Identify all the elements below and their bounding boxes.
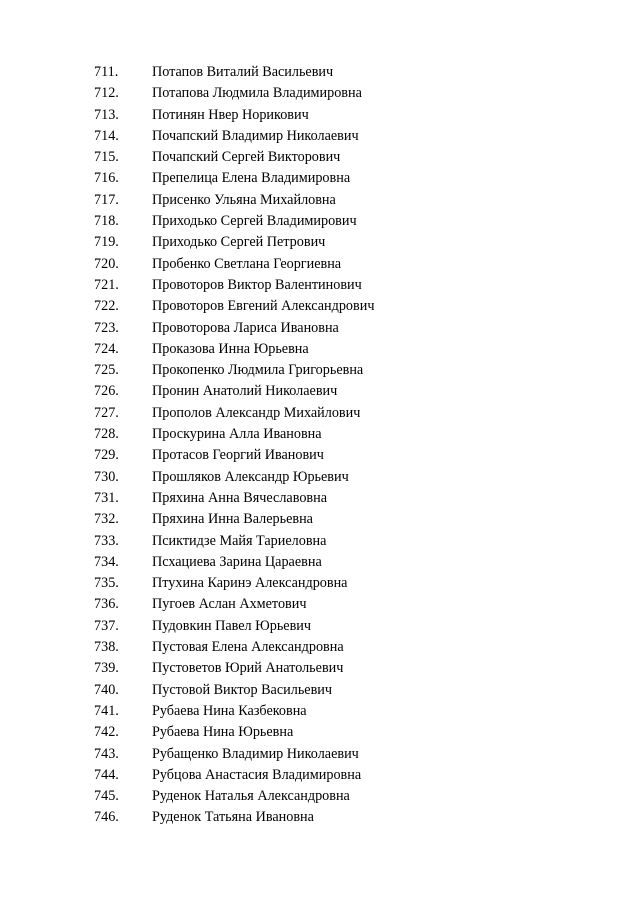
list-item [0, 126, 640, 147]
entry-name: Протасов Георгий Иванович [152, 447, 324, 464]
list-item [0, 424, 640, 445]
entry-number: 742. [94, 724, 119, 741]
entry-number: 746. [94, 809, 119, 826]
entry-name: Приходько Сергей Владимирович [152, 213, 357, 230]
name-list [0, 62, 640, 829]
entry-name: Пустоветов Юрий Анатольевич [152, 660, 344, 677]
entry-name: Пустовой Виктор Васильевич [152, 681, 333, 698]
list-item [0, 637, 640, 658]
entry-number: 729. [94, 447, 119, 464]
list-item [0, 552, 640, 573]
entry-name: Пустовая Елена Александровна [152, 639, 344, 656]
list-item [0, 445, 640, 466]
list-item [0, 381, 640, 402]
list-item [0, 786, 640, 807]
entry-number: 723. [94, 319, 119, 336]
entry-name: Пугоев Аслан Ахметович [152, 596, 307, 613]
entry-number: 712. [94, 85, 119, 102]
list-item [0, 211, 640, 232]
entry-name: Пряхина Инна Валерьевна [152, 511, 313, 528]
entry-name: Прошляков Александр Юрьевич [152, 468, 349, 485]
entry-name: Руденок Наталья Александровна [152, 788, 350, 805]
entry-name: Пронин Анатолий Николаевич [152, 383, 338, 400]
entry-number: 738. [94, 639, 119, 656]
list-item [0, 62, 640, 83]
list-item [0, 807, 640, 828]
list-item [0, 467, 640, 488]
entry-number: 734. [94, 553, 119, 570]
entry-name: Пряхина Анна Вячеславовна [152, 489, 327, 506]
entry-name: Приходько Сергей Петрович [152, 234, 326, 251]
list-item [0, 403, 640, 424]
entry-number: 714. [94, 127, 119, 144]
entry-number: 717. [94, 191, 119, 208]
list-item [0, 680, 640, 701]
entry-name: Почапский Сергей Викторович [152, 149, 341, 166]
list-item [0, 722, 640, 743]
entry-number: 719. [94, 234, 119, 251]
list-item [0, 168, 640, 189]
list-item [0, 531, 640, 552]
entry-number: 721. [94, 276, 119, 293]
entry-name: Почапский Владимир Николаевич [152, 127, 359, 144]
entry-number: 728. [94, 426, 119, 443]
entry-number: 736. [94, 596, 119, 613]
list-item [0, 509, 640, 530]
entry-name: Прополов Александр Михайлович [152, 404, 361, 421]
entry-number: 726. [94, 383, 119, 400]
list-item [0, 275, 640, 296]
list-item [0, 232, 640, 253]
entry-name: Птухина Каринэ Александровна [152, 575, 348, 592]
list-item [0, 83, 640, 104]
list-item [0, 744, 640, 765]
entry-name: Потапова Людмила Владимировна [152, 85, 362, 102]
entry-name: Рубаева Нина Юрьевна [152, 724, 294, 741]
entry-number: 741. [94, 702, 119, 719]
entry-number: 735. [94, 575, 119, 592]
entry-number: 715. [94, 149, 119, 166]
list-item [0, 318, 640, 339]
entry-number: 718. [94, 213, 119, 230]
entry-name: Пудовкин Павел Юрьевич [152, 617, 312, 634]
entry-number: 739. [94, 660, 119, 677]
entry-number: 724. [94, 340, 119, 357]
list-item [0, 254, 640, 275]
entry-name: Провоторов Евгений Александрович [152, 298, 375, 315]
entry-number: 727. [94, 404, 119, 421]
list-item [0, 360, 640, 381]
list-item [0, 594, 640, 615]
list-item [0, 147, 640, 168]
entry-number: 716. [94, 170, 119, 187]
entry-name: Прокопенко Людмила Григорьевна [152, 362, 364, 379]
list-item [0, 573, 640, 594]
entry-number: 743. [94, 745, 119, 762]
list-item [0, 616, 640, 637]
entry-number: 733. [94, 532, 119, 549]
entry-name: Рубащенко Владимир Николаевич [152, 745, 359, 762]
entry-number: 720. [94, 255, 119, 272]
entry-name: Руденок Татьяна Ивановна [152, 809, 314, 826]
entry-name: Провоторова Лариса Ивановна [152, 319, 339, 336]
list-item [0, 105, 640, 126]
list-item [0, 296, 640, 317]
entry-number: 745. [94, 788, 119, 805]
entry-number: 713. [94, 106, 119, 123]
entry-name: Рубаева Нина Казбековна [152, 702, 307, 719]
entry-name: Присенко Ульяна Михайловна [152, 191, 336, 208]
entry-number: 732. [94, 511, 119, 528]
entry-name: Псхациева Зарина Цараевна [152, 553, 322, 570]
list-item [0, 339, 640, 360]
list-item [0, 701, 640, 722]
entry-number: 740. [94, 681, 119, 698]
list-item [0, 658, 640, 679]
entry-name: Препелица Елена Владимировна [152, 170, 351, 187]
entry-number: 744. [94, 766, 119, 783]
entry-number: 711. [94, 64, 119, 80]
entry-number: 737. [94, 617, 119, 634]
entry-name: Проскурина Алла Ивановна [152, 426, 322, 443]
entry-name: Потапов Виталий Васильевич [152, 64, 334, 80]
list-item [0, 190, 640, 211]
entry-name: Рубцова Анастасия Владимировна [152, 766, 362, 783]
entry-name: Псиктидзе Майя Тариеловна [152, 532, 327, 549]
entry-name: Потинян Нвер Норикович [152, 106, 309, 123]
list-item [0, 765, 640, 786]
entry-name: Проказова Инна Юрьевна [152, 340, 309, 357]
entry-number: 730. [94, 468, 119, 485]
entry-name: Провоторов Виктор Валентинович [152, 276, 362, 293]
entry-number: 731. [94, 489, 119, 506]
list-item [0, 488, 640, 509]
entry-number: 725. [94, 362, 119, 379]
entry-name: Пробенко Светлана Георгиевна [152, 255, 342, 272]
entry-number: 722. [94, 298, 119, 315]
